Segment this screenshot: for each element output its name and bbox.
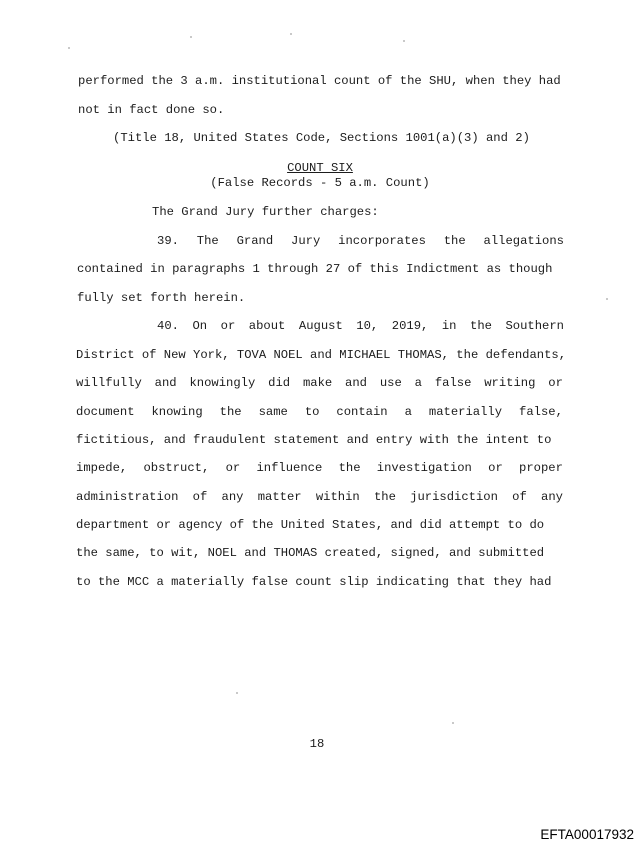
word: in	[441, 319, 457, 333]
text-line: fully set forth herein.	[77, 291, 246, 305]
word: the	[443, 234, 466, 248]
text-line: District of New York, TOVA NOEL and MICHAEL THOMAS, the defendants,	[76, 348, 567, 362]
word: administration	[76, 490, 179, 504]
word: false	[434, 376, 472, 390]
word: Southern	[505, 319, 564, 333]
page-number: 18	[309, 737, 325, 751]
paragraph-40-line-3	[76, 375, 563, 391]
word: obstruct,	[143, 461, 210, 475]
word: the	[373, 490, 396, 504]
scan-speck	[403, 40, 405, 42]
grand-jury-charges: The Grand Jury further charges:	[152, 205, 379, 219]
word: false,	[519, 405, 563, 419]
word: and	[154, 376, 177, 390]
scan-speck	[452, 722, 454, 724]
word: the	[338, 461, 361, 475]
word: and	[345, 376, 367, 390]
word: same	[258, 405, 288, 419]
word: writing	[484, 376, 536, 390]
word: to	[304, 405, 320, 419]
word: Jury	[291, 234, 321, 248]
word: within	[315, 490, 360, 504]
word: influence	[256, 461, 323, 475]
word: a	[404, 405, 412, 419]
word: Grand	[236, 234, 274, 248]
word: impede,	[76, 461, 128, 475]
word: the	[219, 405, 242, 419]
text-line: to the MCC a materially false count slip indicating that they had	[76, 575, 552, 589]
word: or	[548, 376, 563, 390]
word: or	[225, 461, 241, 475]
word: investigation	[376, 461, 472, 475]
statute-citation: (Title 18, United States Code, Sections 1001(a)(3) and 2)	[113, 131, 530, 145]
word: jurisdiction	[410, 490, 498, 504]
paragraph-39-line-1	[157, 233, 564, 249]
word: matter	[257, 490, 302, 504]
scan-speck	[236, 692, 238, 694]
word: 2019,	[391, 319, 429, 333]
word: the	[470, 319, 492, 333]
scan-speck	[606, 298, 608, 300]
word: The	[196, 234, 219, 248]
word: or	[488, 461, 503, 475]
word: August	[298, 319, 343, 333]
text-line: performed the 3 a.m. institutional count of the SHU, when they had	[78, 74, 561, 88]
text-line: department or agency of the United States, and did attempt to do	[76, 518, 545, 532]
word: about	[248, 319, 286, 333]
word: 39.	[157, 234, 179, 248]
scan-speck	[190, 36, 192, 38]
word: knowingly	[189, 376, 256, 390]
word: any	[541, 490, 563, 504]
text-line: contained in paragraphs 1 through 27 of this Indictment as though	[77, 262, 553, 276]
paragraph-40-line-6	[76, 460, 563, 476]
paragraph-40-line-1	[157, 318, 564, 334]
word: knowing	[151, 405, 203, 419]
text-line: the same, to wit, NOEL and THOMAS created, signed, and submitted	[76, 546, 545, 560]
text-line: fictitious, and fraudulent statement and entry with the intent to	[76, 433, 552, 447]
word: 10,	[356, 319, 379, 333]
word: willfully	[76, 376, 142, 390]
bates-number: EFTA00017932	[540, 827, 634, 842]
word: allegations	[483, 234, 564, 248]
word: materially	[428, 405, 503, 419]
word: any	[221, 490, 244, 504]
word: incorporates	[338, 234, 426, 248]
scan-speck	[68, 47, 70, 49]
word: proper	[519, 461, 563, 475]
word: On	[192, 319, 208, 333]
count-subheading: (False Records - 5 a.m. Count)	[210, 176, 430, 190]
scan-speck	[290, 33, 292, 35]
word: or	[220, 319, 236, 333]
word: of	[512, 490, 527, 504]
word: make	[302, 376, 333, 390]
word: 40.	[157, 319, 179, 333]
word: did	[268, 376, 291, 390]
paragraph-40-line-7	[76, 489, 563, 505]
text-line: not in fact done so.	[78, 103, 225, 117]
paragraph-40-line-4	[76, 404, 563, 420]
word: contain	[336, 405, 388, 419]
word: a	[414, 376, 422, 390]
word: of	[192, 490, 208, 504]
word: use	[379, 376, 402, 390]
count-heading: COUNT SIX	[287, 161, 353, 175]
word: document	[76, 405, 135, 419]
